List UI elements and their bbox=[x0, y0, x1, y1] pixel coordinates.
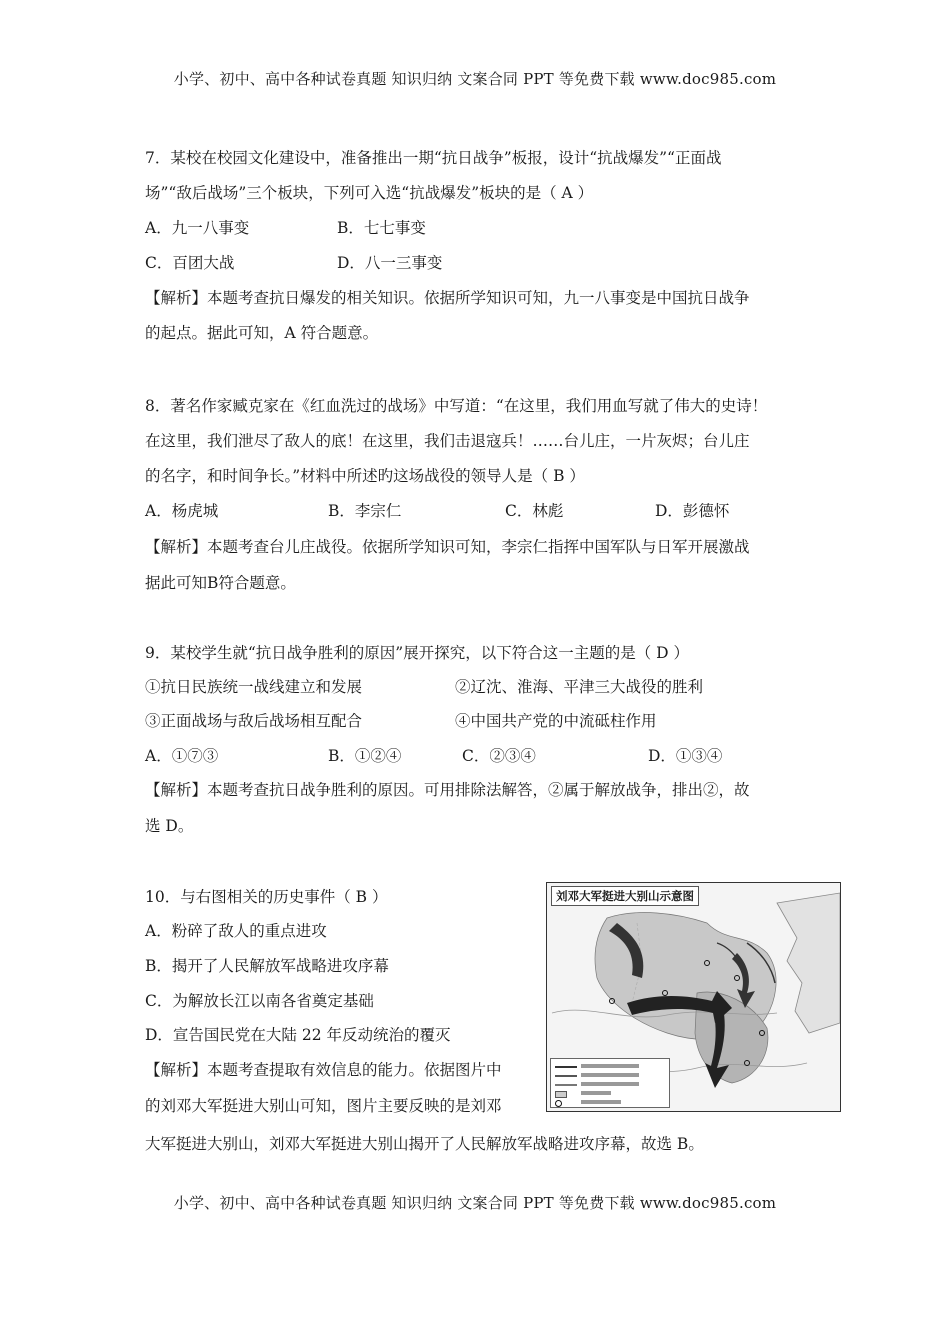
q7-stem-line2: 场”“敌后战场”三个板块，下列可入选“抗战爆发”板块的是（ A ） bbox=[145, 184, 594, 202]
q9-option-d: D．①③④ bbox=[648, 747, 723, 765]
legend-row bbox=[555, 1082, 665, 1088]
q9-item-1: ①抗日民族统一战线建立和发展 bbox=[145, 678, 363, 696]
q9-item-4: ④中国共产党的中流砥柱作用 bbox=[455, 712, 657, 730]
q8-stem-line2: 在这里，我们泄尽了敌人的底！在这里，我们击退寇兵！……台儿庄，一片灰烬；台儿庄 bbox=[145, 432, 750, 450]
q9-item-3: ③正面战场与敌后战场相互配合 bbox=[145, 712, 363, 730]
q8-stem-line1: 8．著名作家臧克家在《红血洗过的战场》中写道：“在这里，我们用血写就了伟大的史诗！ bbox=[145, 397, 768, 415]
q9-item-2: ②辽沈、淮海、平津三大战役的胜利 bbox=[455, 678, 704, 696]
page-header: 小学、初中、高中各种试卷真题 知识归纳 文案合同 PPT 等免费下载 www.doc985.com bbox=[173, 70, 777, 88]
q8-option-b: B．李宗仁 bbox=[328, 502, 402, 520]
map-title: 刘邓大军挺进大别山示意图 bbox=[551, 886, 699, 906]
q8-analysis-line2: 据此可知B符合题意。 bbox=[145, 574, 296, 592]
q10-stem: 10．与右图相关的历史事件（ B ） bbox=[145, 888, 388, 906]
q9-stem: 9．某校学生就“抗日战争胜利的原因”展开探究，以下符合这一主题的是（ D ） bbox=[145, 644, 689, 662]
q10-option-a: A．粉碎了敌人的重点进攻 bbox=[145, 922, 327, 940]
legend-row bbox=[555, 1100, 665, 1106]
q8-analysis-line1: 【解析】本题考查台儿庄战役。依据所学知识可知，李宗仁指挥中国军队与日军开展激战 bbox=[145, 538, 750, 556]
map-legend bbox=[550, 1058, 670, 1108]
q8-option-d: D．彭德怀 bbox=[655, 502, 730, 520]
q10-analysis-line3: 大军挺进大别山，刘邓大军挺进大别山揭开了人民解放军战略进攻序幕，故选 B。 bbox=[145, 1135, 704, 1153]
legend-row bbox=[555, 1091, 665, 1097]
q7-analysis-line2: 的起点。据此可知，A 符合题意。 bbox=[145, 324, 379, 342]
q7-stem-line1: 7．某校在校园文化建设中，准备推出一期“抗日战争”板报，设计“抗战爆发”“正面战 bbox=[145, 149, 722, 167]
q8-option-c: C．林彪 bbox=[505, 502, 564, 520]
historical-map bbox=[546, 882, 841, 1112]
q9-analysis-line1: 【解析】本题考查抗日战争胜利的原因。可用排除法解答，②属于解放战争，排出②，故 bbox=[145, 781, 750, 799]
q7-option-c: C．百团大战 bbox=[145, 254, 235, 272]
page-footer: 小学、初中、高中各种试卷真题 知识归纳 文案合同 PPT 等免费下载 www.doc985.com bbox=[173, 1194, 777, 1212]
q7-option-b: B．七七事变 bbox=[337, 219, 426, 237]
q8-option-a: A．杨虎城 bbox=[145, 502, 219, 520]
q7-analysis-line1: 【解析】本题考查抗日爆发的相关知识。依据所学知识可知，九一八事变是中国抗日战争 bbox=[145, 289, 750, 307]
q9-option-a: A．①⑦③ bbox=[145, 747, 219, 765]
q9-option-c: C．②③④ bbox=[462, 747, 536, 765]
q10-option-d: D．宣告国民党在大陆 22 年反动统治的覆灭 bbox=[145, 1026, 451, 1044]
q8-stem-line3: 的名字，和时间争长。”材料中所述旳这场战役的领导人是（ B ） bbox=[145, 467, 585, 485]
q9-option-b: B．①②④ bbox=[328, 747, 402, 765]
q9-analysis-line2: 选 D。 bbox=[145, 817, 194, 835]
q7-option-a: A．九一八事变 bbox=[145, 219, 250, 237]
legend-row bbox=[555, 1064, 665, 1070]
q10-analysis-line2: 的刘邓大军挺进大别山可知，图片主要反映的是刘邓 bbox=[145, 1097, 502, 1115]
q7-option-d: D．八一三事变 bbox=[337, 254, 443, 272]
q10-option-c: C．为解放长江以南各省奠定基础 bbox=[145, 992, 374, 1010]
q10-option-b: B．揭开了人民解放军战略进攻序幕 bbox=[145, 957, 389, 975]
legend-row bbox=[555, 1073, 665, 1079]
q10-analysis-line1: 【解析】本题考查提取有效信息的能力。依据图片中 bbox=[145, 1061, 502, 1079]
